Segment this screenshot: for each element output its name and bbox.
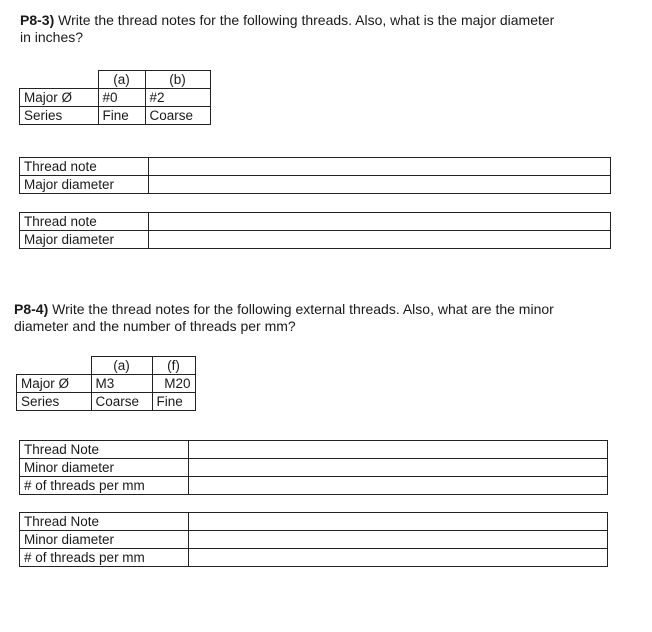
table-row <box>20 89 211 107</box>
answer-input-cell[interactable] <box>189 441 608 459</box>
spec-row-label: Major Ø <box>17 375 92 393</box>
spec-cell: Fine <box>152 393 195 411</box>
table-row <box>20 107 211 125</box>
answer-input-cell[interactable] <box>149 176 611 194</box>
spec-empty-cell <box>20 71 99 89</box>
spec-cell: #2 <box>145 89 210 107</box>
answer-input-cell[interactable] <box>189 459 608 477</box>
table-row <box>20 158 611 176</box>
answer-input-cell[interactable] <box>189 513 608 531</box>
answer-input-cell[interactable] <box>149 213 611 231</box>
problem-p8-3-statement: Write the thread notes for the following threads. Also, what is the major diameter <box>54 12 555 28</box>
problem-p8-4-statement: Write the thread notes for the following external threads. Also, what are the minor <box>48 301 554 317</box>
answer-label: Thread note <box>20 158 149 176</box>
answer-label: Thread Note <box>20 441 189 459</box>
p8-3-answer-table-1 <box>19 157 611 194</box>
problem-p8-4-line2: diameter and the number of threads per mm? <box>14 318 296 334</box>
p8-4-answer-table-1 <box>19 440 608 495</box>
problem-p8-3-line2: in inches? <box>20 29 84 45</box>
table-row <box>20 176 611 194</box>
table-row <box>20 441 608 459</box>
answer-label: # of threads per mm <box>20 549 189 567</box>
problem-p8-3-text <box>20 12 640 46</box>
table-row <box>20 477 608 495</box>
table-row <box>20 531 608 549</box>
p8-3-answer-table-2 <box>19 212 611 249</box>
spec-header-a: (a) <box>91 357 152 375</box>
problem-p8-3-label: P8-3) <box>20 12 55 28</box>
problem-p8-3-line1 <box>20 12 640 29</box>
answer-label: Major diameter <box>20 231 149 249</box>
spec-cell: Fine <box>98 107 145 125</box>
table-row <box>17 393 196 411</box>
p8-3-spec-table <box>19 70 211 125</box>
spec-cell: M3 <box>91 375 152 393</box>
answer-label: Minor diameter <box>20 459 189 477</box>
table-row <box>20 213 611 231</box>
table-row <box>20 459 608 477</box>
problem-p8-4-text <box>14 301 644 335</box>
spec-header-b: (b) <box>145 71 210 89</box>
answer-label: # of threads per mm <box>20 477 189 495</box>
spec-cell: M20 <box>152 375 195 393</box>
answer-label: Thread Note <box>20 513 189 531</box>
spec-header-a: (a) <box>98 71 145 89</box>
spec-cell: Coarse <box>145 107 210 125</box>
table-row <box>20 71 211 89</box>
answer-input-cell[interactable] <box>189 477 608 495</box>
spec-row-label: Major Ø <box>20 89 99 107</box>
p8-4-spec-table <box>16 356 196 411</box>
answer-label: Minor diameter <box>20 531 189 549</box>
answer-input-cell[interactable] <box>189 549 608 567</box>
spec-cell: Coarse <box>91 393 152 411</box>
table-row <box>20 231 611 249</box>
spec-empty-cell <box>17 357 92 375</box>
answer-input-cell[interactable] <box>149 231 611 249</box>
answer-label: Thread note <box>20 213 149 231</box>
spec-row-label: Series <box>17 393 92 411</box>
answer-label: Major diameter <box>20 176 149 194</box>
table-row <box>20 549 608 567</box>
table-row <box>17 375 196 393</box>
problem-p8-4-label: P8-4) <box>14 301 49 317</box>
problem-p8-4-line1 <box>14 301 644 318</box>
table-row <box>20 513 608 531</box>
answer-input-cell[interactable] <box>189 531 608 549</box>
spec-header-f: (f) <box>152 357 195 375</box>
spec-row-label: Series <box>20 107 99 125</box>
answer-input-cell[interactable] <box>149 158 611 176</box>
table-row <box>17 357 196 375</box>
spec-cell: #0 <box>98 89 145 107</box>
p8-4-answer-table-2 <box>19 512 608 567</box>
